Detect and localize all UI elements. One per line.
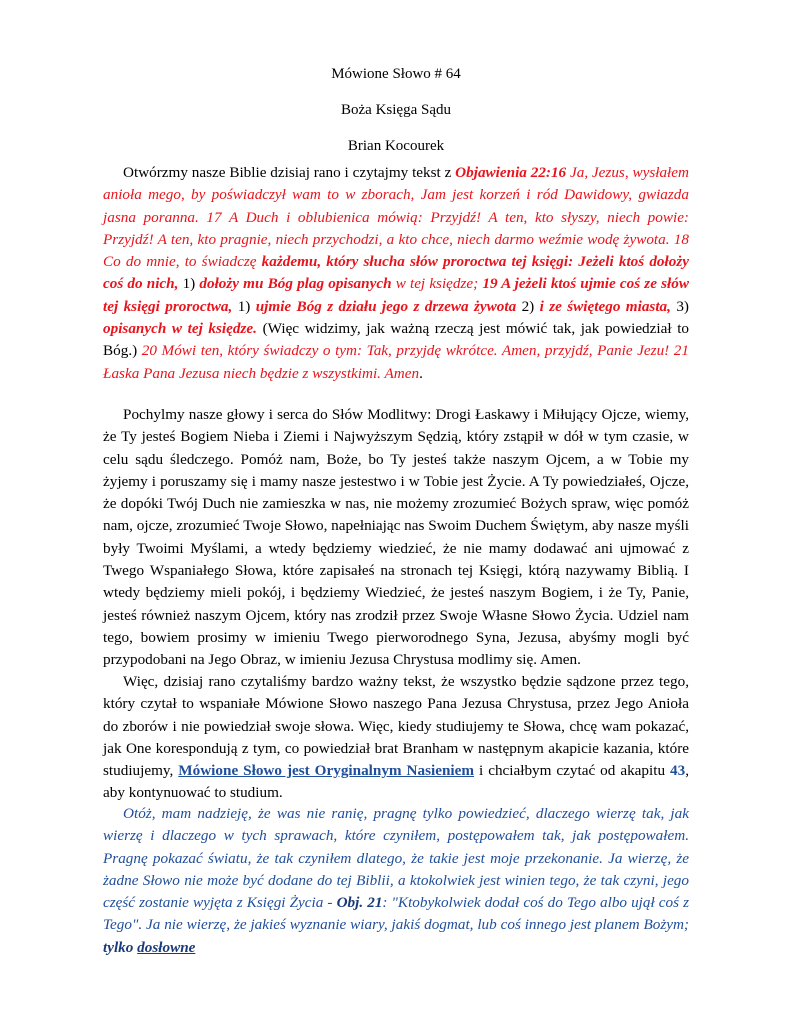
- point-number: 3): [670, 297, 689, 315]
- emphasis-text: ujmie Bóg z działu jego z drzewa żywota: [255, 297, 517, 315]
- document-subtitle: Boża Księga Sądu: [341, 102, 451, 118]
- sermon-title-link[interactable]: Mówione Słowo jest Oryginalnym Nasieniem: [178, 762, 475, 780]
- point-number: 1): [178, 275, 200, 293]
- verse-16-text: Ja, Jezus, wysłałem anioła mego, by poświadczył wam to w zborach, Jam jest korzeń i ród Dawidowy, gwiazda jasna poranna. 17 A Duch i oblubienica mówią: Przyjdź! A ten, kto słyszy, niech powie: Przyjdź! A ten, kto pragnie, niech przychodzi, a kto chce, niech darmo weźmie wodę żywota. 18 Co do mnie, to świadczę: [103, 164, 689, 271]
- emphasis-text: każdemu, który słucha słów proroctwa tej księgi: Jeżeli ktoś dołoży coś do nich,: [103, 253, 689, 293]
- emphasis-text: 19 A jeżeli ktoś ujmie coś ze słów tej księgi proroctwa,: [103, 275, 689, 315]
- scripture-paragraph: [103, 162, 689, 385]
- quote-text-continued: : "Ktobykolwiek dodał coś do Tego albo ujął coś z Tego". Ja nie wierzę, że jakieś wyznanie wiary, jakiś dogmat, lub coś innego jest planem Bożym;: [103, 894, 690, 934]
- document-author: Brian Kocourek: [347, 138, 445, 154]
- prayer-paragraph: [103, 404, 689, 672]
- point-number: 2): [516, 297, 540, 315]
- scripture-reference: Obj. 21: [336, 894, 383, 912]
- study-intro-text-end: , aby kontynuować to studium.: [103, 762, 689, 802]
- point-number: 1): [232, 297, 256, 315]
- study-intro-text-mid: i chciałbym czytać od akapitu: [474, 762, 671, 780]
- scripture-reference: Objawienia 22:16: [455, 164, 567, 181]
- emphasis-text: dołoży mu Bóg plag opisanych: [199, 275, 392, 293]
- study-intro-paragraph: [103, 671, 689, 805]
- study-intro-text: Więc, dzisiaj rano czytaliśmy bardzo ważny tekst, że wszystko będzie sądzone przez tego, który czytał to wspaniałe Mówione Słowo naszego Pana Jezusa Chrystusa, przez Jego Anioła do zborów i nie powiedział swoje słowa. Więc, kiedy studiujemy te Słowa, chcę wam pokazać, jak One korespondują z tym, co powiedział brat Branham w następnym akapicie kazania, które studiujemy,: [103, 673, 689, 780]
- prayer-text: Pochylmy nasze głowy i serca do Słów Modlitwy: Drogi Łaskawy i Miłujący Ojcze, wiemy, że Ty jesteś Bogiem Nieba i Ziemi i Najwyższym Sędzią, który zstąpił w dół w tym czasie, w celu sądu śledczego. Pomóż nam, Boże, bo Ty jesteś także naszym Ojcem, a w Tobie my żyjemy i poruszamy się i mamy nasze jestestwo i w Tobie jest Życie. A Ty powiedziałeś, Ojcze, że dopóki Twój Duch nie zamieszka w nas, nie możemy zrozumieć Bożych spraw, więc pomóż nam, ojcze, zrozumieć Twoje Słowo, napełniając nas Swoim Duchem Świętym, aby nasze myśli były Twoimi Myślami, a wtedy będziemy wiedzieć, że nie mamy dodawać ani ujmować z Twego Wspaniałego Słowa, które zapisałeś na stronach tej Księgi, którą nazywamy Biblią. I wtedy będziemy mieli pokój, i będziemy Wiedzieć, że jesteś naszym Bogiem, i że Ty, Panie, jesteś również naszym Ojcem, który nas zrodził przez Swoje Własne Słowo Życia. Udziel nam tego, bowiem prosimy w imieniu Twego pierworodnego Syna, Jezusa, abyśmy mogli być przypodobani na Jego Obraz, w imieniu Jezusa Chrystusa modlimy się. Amen.: [103, 406, 689, 669]
- verse-text: w tej księdze;: [391, 275, 483, 293]
- intro-text: Otwórzmy nasze Biblie dzisiaj rano i czytajmy tekst z: [123, 164, 456, 181]
- aside-text: (Więc widzimy, jak ważną rzeczą jest mówić tak, jak powiedział to Bóg.): [103, 320, 690, 360]
- paragraph-number: 43: [670, 762, 686, 780]
- emphasis-text: opisanych w tej księdze.: [103, 320, 257, 338]
- emphasis-text: i ze świętego miasta,: [539, 297, 671, 315]
- emphasis-text-underlined: dosłowne: [137, 938, 196, 956]
- document-title: Mówione Słowo # 64: [331, 66, 461, 82]
- period: .: [419, 364, 423, 382]
- quote-paragraph: [103, 803, 689, 959]
- quote-text: Otóż, mam nadzieję, że was nie ranię, pragnę tylko powiedzieć, dlaczego wierzę tak, jak wierzę i dlaczego w tych sprawach, które czyniłem, postępowałem tak, jak postępowałem. Pragnę pokazać światu, że tak czyniłem dlatego, że takie jest moje przekonanie. Ja wierzę, że żadne Słowo nie może być dodane do tej Biblii, a ktokolwiek jest winien tego, że tak czyni, jego część zostanie wyjęta z Księgi Życia -: [103, 805, 689, 912]
- emphasis-text: tylko: [103, 938, 134, 956]
- verse-20-text: 20 Mówi ten, który świadczy o tym: Tak, przyjdę wkrótce. Amen, przyjdź, Panie Jezu! 21 Łaska Pana Jezusa niech będzie z wszystkimi. Amen: [103, 342, 689, 382]
